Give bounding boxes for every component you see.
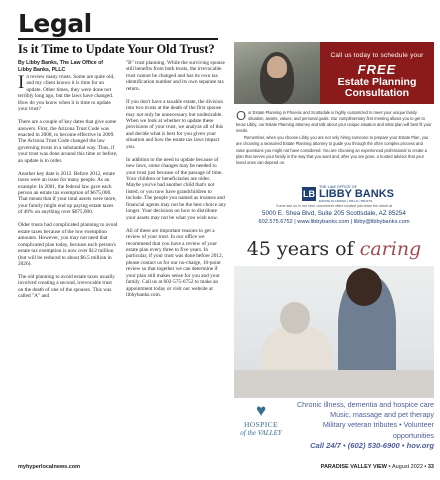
hospice-headline: 45 years of caring (246, 238, 422, 260)
free-label: FREE (357, 62, 397, 77)
service-line: Chronic illness, dementia and hospice care (296, 400, 434, 409)
ad-body (236, 110, 432, 167)
article-byline: By Libby Banks, The Law Office of Libby Banks, PLLC (18, 60, 104, 73)
law-office-name: THE LAW OFFICE OF LIBBY BANKS ESTATE PLANNING | WILLS | TRUSTS (319, 185, 394, 203)
libby-banks-ad[interactable] (234, 42, 434, 232)
seated-person-head (280, 302, 310, 334)
office-contact[interactable]: 602.575.6752 | www.libbybanks.com | libby@libbybanks.com (258, 219, 410, 225)
article-column-2 (126, 60, 226, 305)
hospice-photo (234, 266, 434, 398)
page-footer (18, 464, 434, 474)
article-paragraph: There are a couple of key dates that give some answers. First, the Arizona Trust Code was enacted in 2008, to become effective in 2009. The Arizona Trust Code changed the law governing trusts in a substantial way. Thus, if your trust was done around this time or before, an update is in order. (18, 119, 118, 164)
article-paragraph: All of these are important reasons to get a review of your trust. In our office we recommend that you have a review of your estate plan every three to five years. In particular, if your trust was done before 2012, please contact us for our no-charge, 10-point review so that together we can determine if your plan still makes sense for you and your family. Call us at 602-575-6752 to make an appointment today or visit our website at libbybanks.com. (126, 227, 224, 299)
article-headline: Is it Time to Update Your Old Trust? (18, 42, 215, 56)
article-paragraph: "B" trust planning. While the surviving spouse still benefits from both trusts, the irrevocable trust cannot be changed and has its own tax identification number and its own separate tax return. (126, 60, 225, 92)
consultation-line-2: Consultation (344, 87, 410, 99)
article-paragraph: Older trusts had complicated planning to avoid estate taxes because of the low exemption amounts. However, you may not need that complicated plan today, because each person's estate tax exemption is now over $12 million (but will be reduced to about $6.5 million in 2026). (18, 222, 118, 267)
article-paragraph: In review many trusts. Some are quite old, and my client knows it is time for an update. Other times, they were done not terribly long ago, but the laws have changed. How do you know when it is time to update your trust? (18, 72, 115, 113)
hospice-call-line[interactable]: Call 24/7 • (602) 530-6900 • hov.org (310, 440, 434, 450)
ad-drop-cap: O (236, 108, 247, 123)
article-paragraph: If you don't have a taxable estate, the division into two trusts at the death of the first spouse may not only be unnecessary but undesirable. When we look at whether to update these provisions of your trust, we analyze all of this and decide what is best for you given your situation and how the estate tax laws impact you. (126, 98, 224, 150)
hospice-services (290, 400, 434, 451)
call-line: Call us today to schedule your (330, 52, 424, 59)
heart-icon: ♥ (255, 401, 267, 420)
footer-folio: PARADISE VALLEY VIEW • August 2022 • 33 (320, 464, 434, 470)
service-line: Military veteran tributes • Volunteer opportunities (322, 420, 434, 440)
consultation-banner[interactable] (320, 42, 434, 104)
hospice-logo: ♥ HOSPICE of the VALLEY (234, 402, 288, 437)
section-title: Legal (18, 9, 92, 38)
article-column-1 (18, 74, 118, 306)
attorney-photo (234, 42, 320, 104)
caregiver-head (346, 268, 382, 306)
hospice-ad[interactable] (234, 238, 434, 458)
section-rule (18, 38, 218, 40)
consultation-line-1: Estate Planning (337, 76, 417, 88)
article-paragraph: In addition to the need to update because of new laws, some changes may be needed to your trust just because of the passage of time. Your children or beneficiaries are older. Maybe you've had another child that's not listed, or you now have grandchildren to include. The people you named as trustees and financial agents may not be the best choice any longer. Your decisions on how to distribute your assets may not be what you wish now. (126, 156, 227, 221)
service-line: Music, massage and pet therapy (330, 410, 434, 420)
office-tagline: Come see us in our new, convenient office located just down the street at (275, 204, 393, 208)
article-paragraph: Another key date is 2012. Before 2012, estate taxes were an issue for many people. As an example: In 2001, the federal law gave each person an estate tax exemption of $675,000. That meant that if your total assets were more, your family might end up paying estate taxes of 40% on anything over $675,000. (18, 170, 117, 216)
table-surface (234, 370, 434, 398)
person-face (267, 56, 287, 78)
office-address: 5000 E. Shea Blvd, Suite 205 Scottsdale, AZ 85254 (262, 210, 406, 217)
article-paragraph: The old planning to avoid estate taxes usually involved creating a second, irrevocable trust on the death of one of the spouses. This was called "A" and (18, 273, 115, 300)
ad-paragraph: Our Estate Planning in Phoenix and Scottsdale is highly customized to meet your unique family situation, assets, values, and personal goals. Our complimentary first meeting allows you to get to know Libby, our Estate Planning attorney and talk about your unique situation and what plan will best fit your needs. (236, 108, 432, 134)
law-office-logo (302, 185, 394, 203)
drop-cap: I (18, 72, 25, 93)
ad-paragraph: Remember, when you choose Libby you are not only hiring someone to prepare your Estate Plan, you are choosing a seasoned Estate Planning attorney to guide you through the often complex process and raise questions you might not have considered. You are choosing an experienced professional to create a plan that serves your family in the way that you want and, after you are gone, a trusted advisor that your loved ones can depend on. (236, 135, 429, 165)
footer-site-link[interactable]: myhyperlocalnews.com (18, 464, 81, 470)
lb-logo-icon: LB (303, 189, 315, 199)
